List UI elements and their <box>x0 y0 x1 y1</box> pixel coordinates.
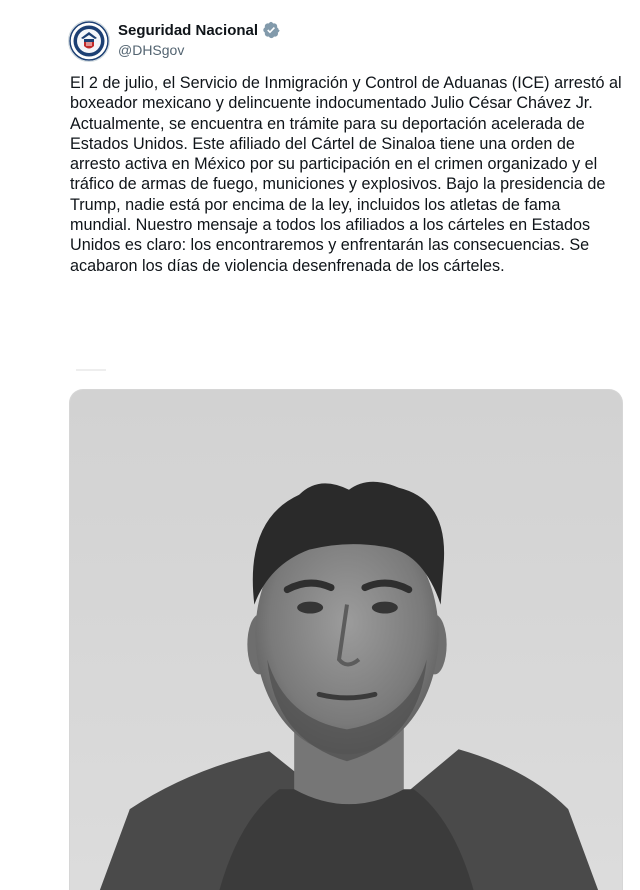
verified-badge-icon <box>262 21 280 39</box>
tweet-text: El 2 de julio, el Servicio de Inmigración y Control de Aduanas (ICE) arrestó al boxeador mexicano y delincuente indocumentado Julio César Chávez Jr. Actualmente, se encuentra en trámite para su deportación acelerada de Estados Unidos. Este afiliado del Cártel de Sinaloa tiene una orden de arresto activa en México por su participación en el crimen organizado y el tráfico de armas de fuego, municiones y explosivos. Bajo la presidencia de Trump, nadie está por encima de la ley, incluidos los atletas de fama mundial. Nuestro mensaje a todos los afiliados a los cárteles en Estados Unidos es claro: los encontraremos y enfrentarán las consecuencias. Se acabaron los días de violencia desenfrenada de los cárteles. <box>70 74 622 275</box>
avatar[interactable] <box>68 20 110 62</box>
photo-portrait <box>70 390 622 890</box>
tweet-photo[interactable] <box>69 389 623 890</box>
account-names <box>118 20 418 58</box>
display-name[interactable]: Seguridad Nacional <box>118 21 259 39</box>
divider <box>76 369 106 371</box>
handle[interactable]: @DHSgov <box>118 42 185 58</box>
dhs-seal-icon <box>69 21 109 61</box>
